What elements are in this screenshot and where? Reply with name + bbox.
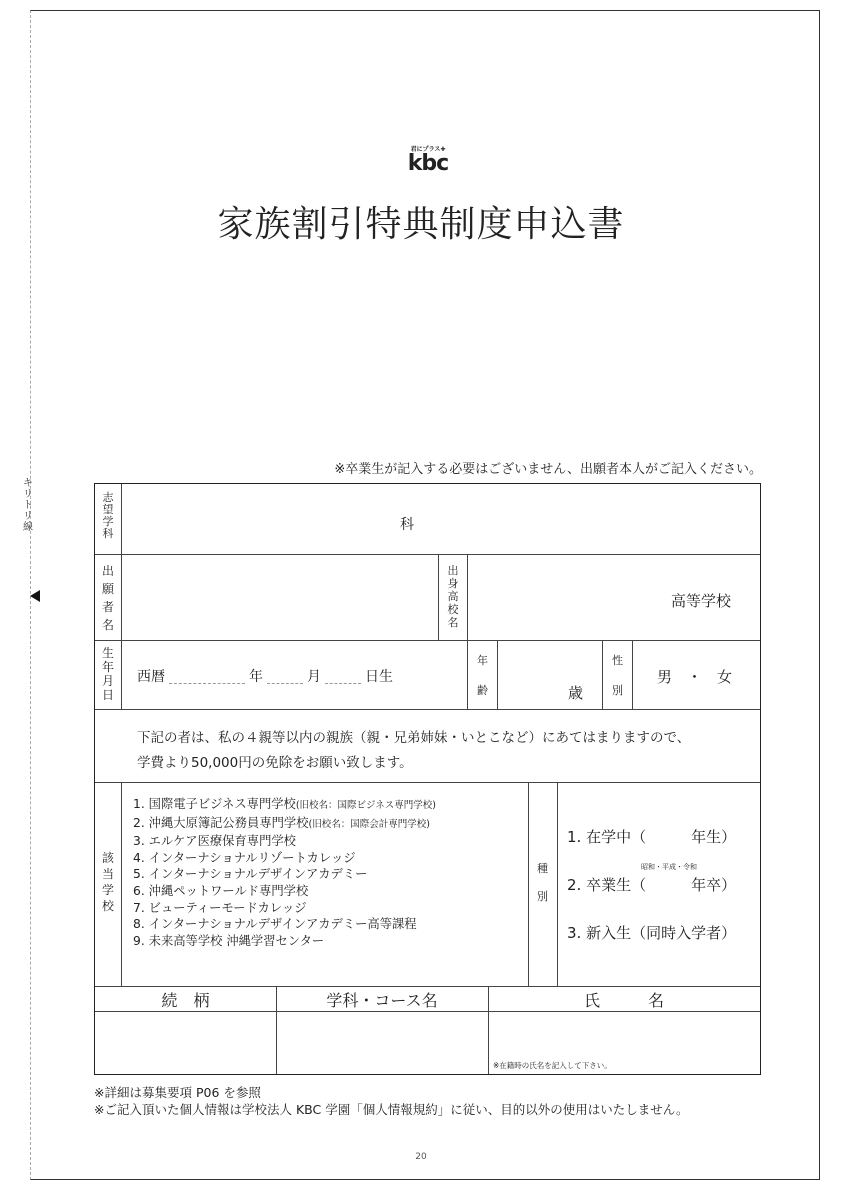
col-divider — [467, 640, 468, 709]
row-divider — [95, 1011, 760, 1012]
cut-line-label: キリトリ線 — [23, 478, 33, 533]
kind-label-top: 種 — [537, 862, 548, 875]
school-item[interactable]: 7. ビューティーモードカレッジ — [133, 900, 307, 915]
bottom-notes — [94, 1084, 688, 1118]
application-form — [94, 483, 761, 1075]
kind-label-bottom: 別 — [537, 890, 548, 903]
logo-mark: kbc — [407, 151, 449, 176]
birth-era: 西暦 — [137, 669, 165, 685]
row-divider — [95, 986, 760, 987]
birth-label: 生年月日 — [101, 646, 114, 702]
birth-date-field[interactable] — [137, 666, 393, 686]
row-divider — [95, 709, 760, 710]
year-unit: 年 — [249, 669, 263, 685]
kind-enrolled[interactable]: 1. 在学中（ 年生） — [567, 828, 737, 846]
col-divider — [497, 640, 498, 709]
col-divider — [528, 782, 529, 986]
dept-suffix: 科 — [400, 517, 414, 533]
desired-dept-label: 志望学科 — [102, 491, 114, 540]
high-school-suffix: 高等学校 — [671, 592, 732, 610]
name-field[interactable] — [492, 1014, 756, 1054]
top-note: ※卒業生が記入する必要はございません、出願者本人がご記入ください。 — [334, 462, 762, 477]
kbc-logo — [400, 146, 456, 175]
row-divider — [95, 640, 760, 641]
row-divider — [95, 554, 760, 555]
cut-arrow-icon — [30, 590, 40, 602]
sex-label-top: 性 — [612, 654, 623, 667]
col-divider — [602, 640, 603, 709]
school-item[interactable]: 4. インターナショナルリゾートカレッジ — [133, 850, 356, 865]
declaration-line-1: 下記の者は、私の４親等以内の親族（親・兄弟姉妹・いとこなど）にあてはまりますので、 — [137, 730, 691, 746]
school-label: 該当学校 — [101, 851, 114, 913]
desired-dept-field[interactable] — [125, 490, 395, 550]
col-divider — [121, 782, 122, 986]
school-list — [133, 796, 436, 949]
month-unit: 月 — [307, 669, 321, 685]
day-unit: 日生 — [365, 669, 393, 685]
school-item[interactable]: 6. 沖縄ペットワールド専門学校 — [133, 883, 309, 898]
applicant-name-field[interactable] — [125, 558, 433, 636]
note-line: ※詳細は募集要項 P06 を参照 — [94, 1085, 261, 1100]
school-item[interactable]: 5. インターナショナルデザインアカデミー — [133, 867, 368, 882]
age-field[interactable] — [501, 644, 571, 706]
school-item[interactable]: 9. 未来高等学校 沖縄学習センター — [133, 933, 325, 948]
school-item[interactable]: 2. 沖縄大原簿記公務員専門学校(旧校名：国際会計専門学校) — [133, 815, 430, 830]
school-item[interactable]: 1. 国際電子ビジネス専門学校(旧校名：国際ビジネス専門学校) — [133, 797, 436, 811]
high-school-label: 出身高校名 — [447, 564, 459, 629]
age-label-top: 年 — [477, 654, 488, 667]
page-title: 家族割引特典制度申込書 — [217, 204, 625, 245]
col-divider — [632, 640, 633, 709]
high-school-field[interactable] — [471, 558, 671, 636]
school-item[interactable]: 3. エルケア医療保育専門学校 — [133, 834, 296, 849]
age-label-bottom: 齢 — [477, 684, 488, 697]
school-item[interactable]: 8. インターナショナルデザインアカデミー高等課程 — [133, 917, 417, 932]
logo-tagline: 君にプラス✚ — [410, 146, 446, 153]
col-divider — [121, 484, 122, 709]
relation-field[interactable] — [99, 1014, 272, 1070]
era-note: 昭和・平成・令和 — [641, 863, 697, 871]
page-number: 20 — [415, 1152, 427, 1162]
note-line: ※ご記入頂いた個人情報は学校法人 KBC 学園「個人情報規約」に従い、目的以外の使用はいたしません。 — [94, 1102, 689, 1117]
sex-label-bottom: 別 — [612, 684, 623, 697]
course-field[interactable] — [280, 1014, 484, 1070]
name-note: ※在籍時の氏名を記入して下さい。 — [493, 1061, 612, 1070]
kind-new-student[interactable]: 3. 新入生（同時入学者） — [567, 924, 737, 942]
name-header: 氏 名 — [583, 991, 664, 1010]
sex-options[interactable]: 男 ・ 女 — [657, 668, 733, 686]
applicant-name-label: 出願者名 — [101, 564, 114, 632]
col-divider — [557, 782, 558, 986]
kind-graduate[interactable]: 2. 卒業生（ 年卒） — [567, 876, 737, 894]
col-divider — [438, 554, 439, 640]
age-unit: 歳 — [568, 684, 584, 702]
col-divider — [467, 554, 468, 640]
row-divider — [95, 782, 760, 783]
declaration-line-2: 学費より50,000円の免除をお願い致します。 — [137, 755, 413, 771]
relation-header: 続 柄 — [161, 991, 210, 1010]
course-header: 学科・コース名 — [326, 991, 438, 1010]
